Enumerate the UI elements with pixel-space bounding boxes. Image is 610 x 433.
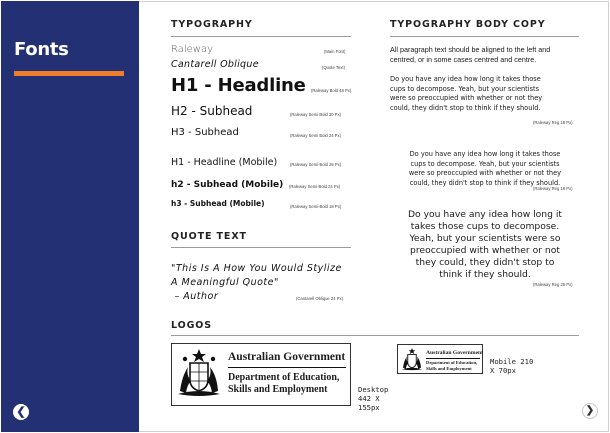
h2-mobile-sample: h2 - Subhead (Mobile) <box>171 180 284 190</box>
body-copy-rule <box>390 36 579 37</box>
h2-sample: H2 - Subhead <box>171 104 253 118</box>
body-sample-large-line: Yeah, but your scientists were so <box>409 233 561 244</box>
next-page-button[interactable] <box>582 403 598 419</box>
h3-mobile-spec: (Raleway Semi-Bold 18 Px) <box>290 204 342 209</box>
coat-of-arms-icon <box>400 347 424 373</box>
chevron-left-icon: ❮ <box>16 406 26 418</box>
body-sample-large-line: they could, they didn't stop to <box>415 257 555 268</box>
body-sample-left <box>390 75 580 113</box>
quote-author: – Author <box>171 291 219 302</box>
h3-mobile-sample: h3 - Subhead (Mobile) <box>171 199 265 208</box>
h3-sample: H3 - Subhead <box>171 127 239 138</box>
logo-desktop-dept-line-2: Skills and Employment <box>228 384 328 395</box>
logos-rule <box>171 335 579 336</box>
logo-mobile-org-name: Australian Government <box>426 350 484 356</box>
logo-mobile-divider <box>426 358 480 359</box>
quote-spec: (Cantarell Oblique 24 Px) <box>296 296 344 301</box>
logo-desktop-size-label <box>358 385 388 412</box>
font-sample-main: Raleway <box>171 44 214 55</box>
logo-mobile-size-label <box>490 357 533 375</box>
logo-mobile-dept-line-2: Skills and Employment <box>426 366 472 371</box>
font-spec-quote: (Quote Text) <box>322 65 345 70</box>
logo-desktop-dept-line-1: Department of Education, <box>228 372 340 383</box>
logo-desktop <box>171 343 351 406</box>
coat-of-arms-icon <box>175 347 223 402</box>
logo-mobile <box>397 344 483 374</box>
chevron-right-icon: ❯ <box>585 405 595 416</box>
body-sample-large <box>385 209 585 281</box>
h1-sample: H1 - Headline <box>171 75 306 96</box>
body-sample-left-line: cups to decompose. Yeah, but your scientists <box>390 84 540 93</box>
body-sample-centered-line: were so preoccupied with whether or not they <box>408 169 562 177</box>
body-sample-left-line: were so preoccupied with whether or not they <box>390 94 543 102</box>
logo-mobile-size-line: Mobile 210 <box>490 357 534 366</box>
body-sample-large-line: Do you have any idea how long it <box>407 209 563 220</box>
logo-desktop-org-name: Australian Government <box>228 351 346 363</box>
h2-mobile-spec: (Raleway Semi-Bold 24 Px) <box>289 184 341 189</box>
alignment-note <box>390 45 580 64</box>
body-sample-large-line: preoccupied with whether or not <box>410 245 560 256</box>
typography-rule <box>171 36 351 37</box>
font-spec-main: (Main Font) <box>324 49 346 54</box>
quote-line-2: A Meaningful Quote" <box>171 277 279 288</box>
body-sample-centered-line: cups to decompose. Yeah, but your scientists <box>410 159 560 168</box>
page-title: Fonts <box>14 39 69 60</box>
body-sample-left-line: could, they didn't stop to think if they should. <box>390 103 541 112</box>
h1-mobile-spec: (Raleway Semi-Bold 26 Px) <box>290 162 342 167</box>
font-sample-quote: Cantarell Oblique <box>171 59 259 70</box>
h2-spec: (Raleway Semi Bold 30 Px) <box>290 112 341 117</box>
sidebar <box>1 1 139 432</box>
h3-spec: (Raleway Semi Bold 24 Px) <box>290 133 341 138</box>
body-copy-heading: TYPOGRAPHY BODY COPY <box>390 19 546 30</box>
logo-mobile-dept-line-1: Department of Education, <box>426 360 478 365</box>
alignment-note-line-2: centred, or in some cases centred and centre. <box>390 54 537 64</box>
typography-heading: TYPOGRAPHY <box>171 19 253 30</box>
quote-heading: QUOTE TEXT <box>171 231 247 242</box>
quote-rule <box>171 247 351 248</box>
h1-mobile-sample: H1 - Headline (Mobile) <box>171 157 278 168</box>
body-sample-centered <box>390 150 580 188</box>
body-sample-large-line: think if they should. <box>439 269 531 280</box>
h1-spec: (Raleway Bold 48 Px) <box>311 88 352 93</box>
body-sample-centered-line: could, they didn't stop to think if they should. <box>409 178 561 187</box>
alignment-note-line-1: All paragraph text should be aligned to the left and <box>390 45 551 54</box>
quote-line-1: "This Is A How You Would Stylize <box>171 263 342 274</box>
logo-desktop-divider <box>228 367 346 368</box>
logo-desktop-size-line: Desktop <box>358 385 389 394</box>
body-sample-centered-line: Do you have any idea how long it takes those <box>409 150 561 158</box>
body-sample-left-spec: (Raleway Reg 18 Px) <box>533 120 573 125</box>
body-sample-large-line: takes those cups to decompose. <box>410 221 560 232</box>
logo-mobile-size-line: X 70px <box>490 366 516 375</box>
previous-page-button[interactable] <box>13 404 29 420</box>
logo-desktop-size-line: 442 X <box>358 394 380 403</box>
body-sample-large-spec: (Raleway Reg 25 Px) <box>533 282 573 287</box>
body-sample-centered-spec: (Raleway Reg 18 Px) <box>533 186 573 191</box>
logo-desktop-size-line: 155px <box>358 403 380 412</box>
logos-heading: LOGOS <box>171 320 213 331</box>
body-sample-left-line: Do you have any idea how long it takes those <box>390 75 541 83</box>
title-underline <box>14 71 124 76</box>
